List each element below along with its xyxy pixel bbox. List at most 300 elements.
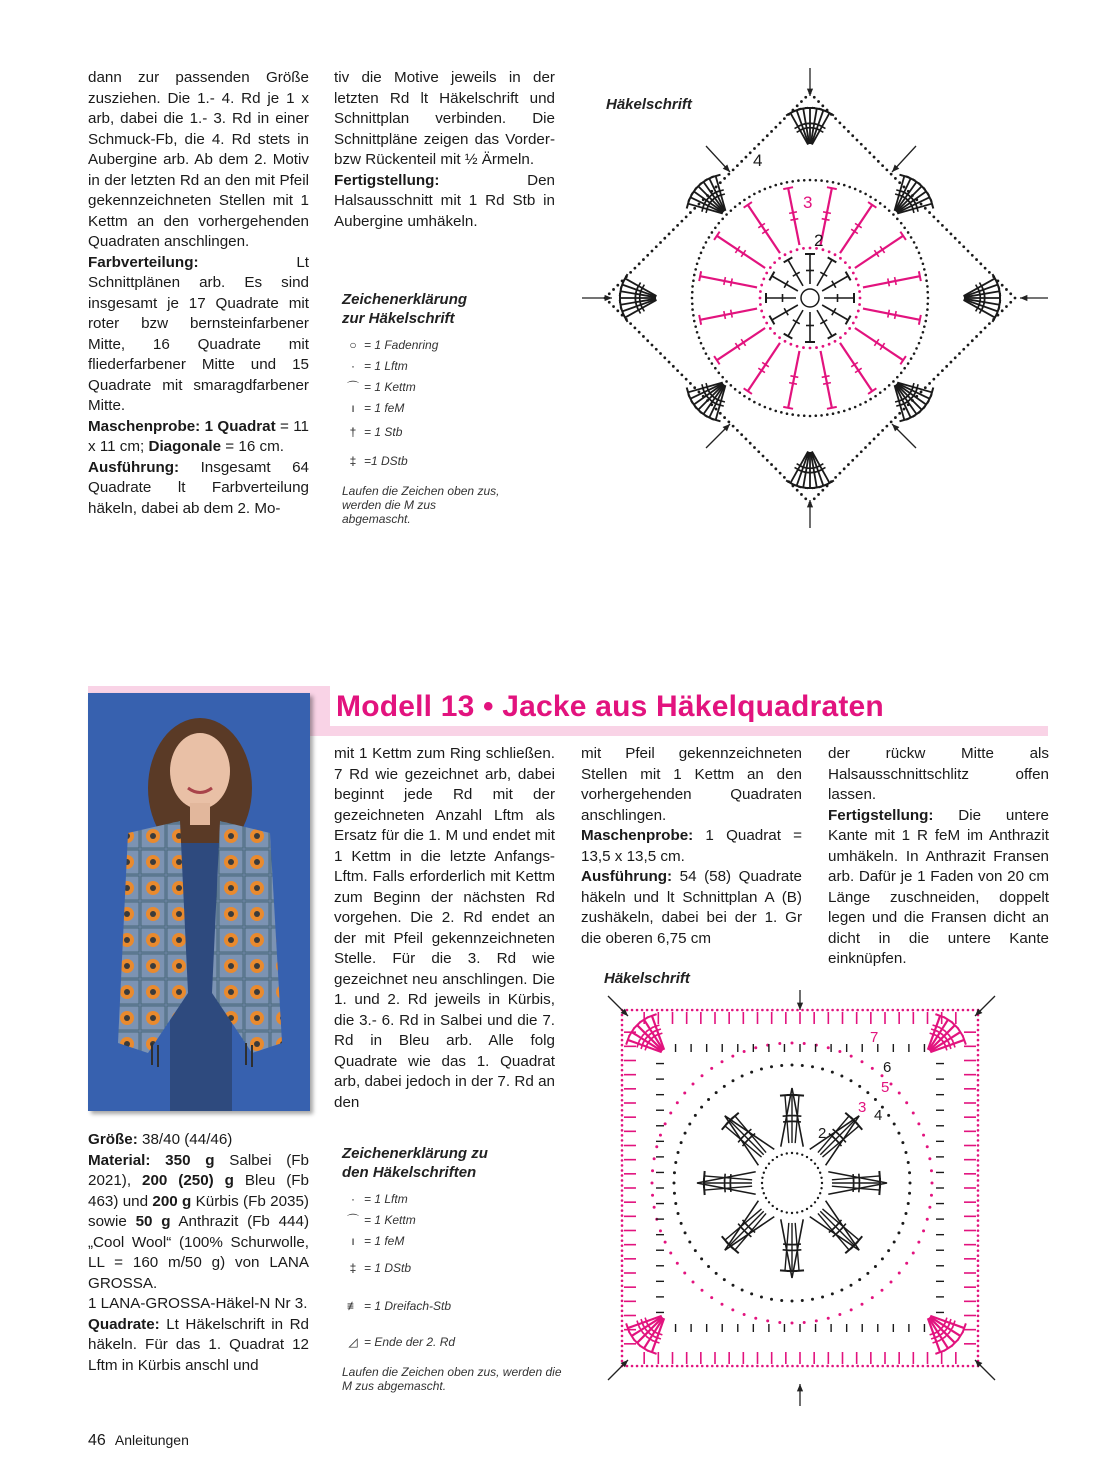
chain-dot	[653, 1206, 656, 1209]
chain-dot	[817, 1167, 819, 1169]
chain-dot	[977, 1350, 980, 1353]
bottom-text-column-4	[828, 744, 1049, 970]
chain-dot	[796, 1152, 798, 1154]
chain-dot	[621, 1340, 624, 1343]
chain-dot	[765, 1197, 767, 1199]
chain-dot	[651, 1009, 654, 1012]
chain-dot	[809, 247, 812, 250]
paragraph-farbverteilung: Farbverteilung: Lt Schnittplänen arb. Es sind insgesamt je 17 Quadrate mit roter bzw bernsteinfarbener Mitte, 16 Quadrate mit fliederfarbener Mitte und 15 Quadrate mit smaragdfarbener Mitte.	[88, 253, 309, 414]
chain-dot	[743, 1050, 746, 1053]
chain-dot	[874, 1265, 877, 1268]
chain-dot	[692, 1280, 695, 1283]
chain-dot	[925, 279, 928, 282]
stitch-bar	[789, 383, 797, 385]
chain-dot	[843, 467, 846, 470]
treble-crochet-symbol-icon: ‡	[349, 454, 357, 468]
chain-dot	[770, 130, 773, 133]
chain-dot	[803, 179, 806, 182]
chain-dot	[891, 1009, 894, 1012]
chain-dot	[888, 209, 891, 212]
chain-dot	[837, 411, 840, 414]
chain-dot	[621, 1330, 624, 1333]
chain-dot	[770, 463, 773, 466]
chain-dot	[655, 1145, 658, 1148]
chain-dot	[834, 253, 837, 256]
chain-dot	[977, 1134, 980, 1137]
chain-dot	[638, 262, 641, 265]
chain-dot	[621, 1179, 624, 1182]
chain-dot	[967, 1365, 970, 1368]
stitch-mark	[820, 1211, 854, 1245]
chain-dot	[659, 1134, 662, 1137]
chain-dot	[909, 1182, 912, 1185]
chain-dot	[621, 1219, 624, 1222]
chain-dot	[817, 100, 820, 103]
chain-dot	[711, 231, 714, 234]
chain-dot	[977, 1279, 980, 1282]
chain-dot	[977, 1024, 980, 1027]
chain-dot	[621, 1164, 624, 1167]
chain-dot	[891, 1365, 894, 1368]
chain-dot	[925, 314, 928, 317]
chain-dot	[927, 1365, 930, 1368]
chain-dot	[868, 151, 871, 154]
chain-dot	[691, 1009, 694, 1012]
stitch-mark	[748, 343, 780, 391]
chain-dot	[844, 332, 847, 335]
chain-dot	[750, 1071, 753, 1074]
chain-dot	[696, 262, 699, 265]
chain-dot	[621, 1034, 624, 1037]
chain-dot	[977, 1149, 980, 1152]
chain-dot	[706, 1365, 709, 1368]
treble-crochet-symbol-icon: ‡	[349, 1261, 357, 1275]
chain-dot	[1009, 301, 1012, 304]
chain-dot	[646, 1365, 649, 1368]
chain-dot	[621, 1089, 624, 1092]
chain-dot	[696, 331, 699, 334]
chain-dot	[930, 1169, 933, 1172]
chain-dot	[945, 365, 948, 368]
chain-dot	[721, 376, 724, 379]
chain-dot	[988, 322, 991, 325]
chain-dot	[819, 1172, 821, 1174]
legend-row: ○ = 1 Fadenring	[342, 334, 502, 355]
chain-dot	[725, 380, 728, 383]
chain-dot	[700, 252, 703, 255]
chain-dot	[977, 1305, 980, 1308]
chain-dot	[765, 272, 768, 275]
chain-dot	[621, 1044, 624, 1047]
chain-dot	[932, 378, 935, 381]
arrow-head	[1020, 295, 1027, 301]
stitch-mark	[788, 188, 799, 245]
chain-dot	[977, 1254, 980, 1257]
chain-dot	[871, 1067, 874, 1070]
chain-dot	[796, 248, 799, 251]
chain-dot	[811, 1009, 814, 1012]
chain-dot	[621, 1350, 624, 1353]
chain-dot	[977, 1209, 980, 1212]
chain-dot	[786, 412, 789, 415]
stitch-top	[769, 316, 774, 325]
stitch-top	[919, 271, 921, 281]
chain-dot	[621, 1084, 624, 1087]
chain-dot	[621, 1214, 624, 1217]
chain-dot	[850, 1284, 853, 1287]
chain-dot	[784, 340, 787, 343]
chain-dot	[977, 1295, 980, 1298]
stitch-bar	[716, 190, 724, 192]
chain-dot	[924, 207, 927, 210]
chain-dot	[762, 316, 765, 319]
chain-dot	[621, 1229, 624, 1232]
chain-dot	[871, 1009, 874, 1012]
chain-dot	[954, 237, 957, 240]
chain-dot	[967, 1009, 970, 1012]
chain-dot	[626, 1365, 629, 1368]
chain-dot	[796, 489, 799, 492]
chain-dot	[864, 401, 867, 404]
chain-dot	[698, 391, 701, 394]
chain-dot	[776, 1156, 778, 1158]
chain-dot	[621, 1029, 624, 1032]
stitch-bar	[725, 1174, 726, 1182]
chain-dot	[922, 331, 925, 334]
stitch-bar	[706, 383, 708, 391]
chain-dot	[1005, 305, 1008, 308]
chain-dot	[804, 497, 807, 500]
chain-dot	[879, 391, 882, 394]
chain-dot	[655, 348, 658, 351]
stitch-bar	[859, 1184, 860, 1192]
chain-dot	[864, 193, 867, 196]
stitch-bar	[702, 384, 704, 392]
round-label: 4	[874, 1107, 883, 1124]
chain-dot	[680, 1141, 683, 1144]
chain-dot	[757, 450, 760, 453]
chain-dot	[977, 1139, 980, 1142]
chain-dot	[672, 228, 675, 231]
chain-dot	[907, 1161, 910, 1164]
paragraph: dann zur passenden Größe zusziehen. Die 1.- 4. Rd je 1 x arb, dabei die 1.- 3. Rd in einer Schmuck-Fb, die 4. Rd stets in Aubergine arb. Ab dem 2. Motiv in der letzten Rd an den mit Pfeil gekennzeichneten Stellen mit 1 Kettm an den vorhergehenden Quadraten anschlingen.	[88, 69, 309, 250]
magic-ring-symbol-icon: ○	[349, 337, 357, 352]
chain-dot	[719, 412, 722, 415]
chain-dot	[801, 1210, 803, 1212]
chain-dot	[751, 1365, 754, 1368]
chain-dot	[901, 1141, 904, 1144]
chain-dot	[977, 1124, 980, 1127]
slip-stitch-symbol-icon: ⌒	[346, 1213, 359, 1227]
chain-dot	[806, 1208, 808, 1210]
stitch-bar	[731, 310, 733, 318]
chain-dot	[848, 186, 851, 189]
stitch-top	[699, 271, 701, 281]
chain-dot	[814, 1201, 816, 1203]
chain-dot	[781, 1009, 784, 1012]
chain-stitch-symbol-icon: ·	[351, 1191, 355, 1206]
chain-dot	[886, 1009, 889, 1012]
chain-dot	[714, 367, 717, 370]
chain-dot	[631, 1365, 634, 1368]
page-footer	[88, 1432, 189, 1450]
chain-dot	[753, 193, 756, 196]
chain-dot	[659, 352, 662, 355]
section-name: Anleitungen	[114, 1432, 189, 1448]
chain-dot	[937, 1365, 940, 1368]
chain-dot	[693, 207, 696, 210]
chain-dot	[621, 1049, 624, 1052]
chain-dot	[641, 1365, 644, 1368]
chain-dot	[832, 181, 835, 184]
stitch-bar	[783, 1244, 791, 1245]
legend-row: ◿ = Ende der 2. Rd	[342, 1327, 562, 1357]
chain-dot	[806, 1156, 808, 1158]
chain-dot	[826, 1009, 829, 1012]
chain-dot	[693, 386, 696, 389]
chain-dot	[861, 1365, 864, 1368]
stitch-top	[780, 1270, 790, 1271]
chain-dot	[848, 266, 851, 269]
chain-dot	[680, 373, 683, 376]
chain-dot	[680, 220, 683, 223]
chain-dot	[889, 1083, 892, 1086]
chain-dot	[710, 1296, 713, 1299]
chain-dot	[621, 1194, 624, 1197]
chain-dot	[900, 372, 903, 375]
legend-row: ⌒ = 1 Kettm	[342, 376, 502, 397]
chain-dot	[977, 1194, 980, 1197]
stitch-top	[784, 334, 793, 339]
chain-dot	[760, 284, 763, 287]
chain-dot	[765, 1167, 767, 1169]
chain-dot	[801, 1365, 804, 1368]
chain-dot	[920, 336, 923, 339]
chain-dot	[646, 339, 649, 342]
chain-dot	[857, 284, 860, 287]
chain-dot	[621, 1169, 624, 1172]
chain-dot	[774, 126, 777, 129]
chain-dot	[898, 1271, 901, 1274]
stitch-bar	[822, 219, 830, 221]
chain-dot	[861, 1303, 864, 1306]
chain-dot	[756, 1009, 759, 1012]
chain-dot	[753, 401, 756, 404]
chain-dot	[680, 1222, 683, 1225]
chain-dot	[866, 1009, 869, 1012]
chain-dot	[702, 246, 705, 249]
chain-dot	[928, 1206, 931, 1209]
chain-dot	[861, 1060, 864, 1063]
chain-dot	[663, 356, 666, 359]
chain-dot	[855, 277, 858, 280]
chain-dot	[778, 336, 781, 339]
chain-dot	[723, 416, 726, 419]
chain-dot	[861, 1009, 864, 1012]
chain-dot	[907, 1009, 910, 1012]
chain-dot	[848, 408, 851, 411]
chain-dot	[763, 1172, 765, 1174]
chain-dot	[922, 1009, 925, 1012]
chain-dot	[856, 1009, 859, 1012]
chain-dot	[621, 1244, 624, 1247]
chain-dot	[838, 1313, 841, 1316]
chain-dot	[636, 1365, 639, 1368]
chain-dot	[801, 1064, 804, 1067]
chain-dot	[791, 1064, 794, 1067]
chain-dot	[762, 455, 765, 458]
legend-row: ⌒ = 1 Kettm	[342, 1209, 562, 1230]
chain-dot	[871, 1296, 874, 1299]
paragraph-fertigstellung: Fertigstellung: Die untere Kante mit 1 R feM im Anthrazit umhäkeln. In Anthrazit Fransen arb. Dafür je 1 Faden von 20 cm Länge zuschneiden, doppelt legen und die Fransen dicht an dicht in die untere Kante einknüpfen.	[828, 806, 1049, 967]
chain-dot	[954, 356, 957, 359]
chain-dot	[789, 250, 792, 253]
arrow-head	[807, 500, 813, 507]
chain-dot	[700, 1257, 703, 1260]
chain-dot	[898, 1092, 901, 1095]
chain-dot	[693, 274, 696, 277]
chain-dot	[698, 336, 701, 339]
chain-dot	[726, 1365, 729, 1368]
chain-dot	[797, 179, 800, 182]
chain-dot	[977, 1345, 980, 1348]
legend-row: ≢ = 1 Dreifach-Stb	[342, 1285, 562, 1327]
chain-dot	[740, 433, 743, 436]
chain-dot	[629, 322, 632, 325]
chain-dot	[668, 233, 671, 236]
single-crochet-symbol-icon: ı	[351, 400, 355, 415]
stitch-mark	[817, 310, 832, 336]
chain-dot	[731, 1365, 734, 1368]
chain-dot	[692, 314, 695, 317]
chain-dot	[674, 1202, 677, 1205]
bottom-diagram-title: Häkelschrift	[604, 970, 690, 987]
chain-dot	[791, 1300, 794, 1303]
chain-dot	[977, 1204, 980, 1207]
chain-dot	[621, 1360, 624, 1363]
chain-dot	[977, 1104, 980, 1107]
chain-dot	[820, 1177, 822, 1179]
chain-dot	[621, 1284, 624, 1287]
chain-dot	[937, 373, 940, 376]
chain-dot	[750, 1292, 753, 1295]
chain-dot	[730, 209, 733, 212]
chain-dot	[977, 1320, 980, 1323]
chain-dot	[869, 398, 872, 401]
chain-dot	[689, 211, 692, 214]
chain-dot	[684, 1231, 687, 1234]
chain-dot	[715, 408, 718, 411]
chain-dot	[846, 1365, 849, 1368]
chain-dot	[638, 331, 641, 334]
stitch-top	[687, 388, 690, 398]
chain-dot	[806, 1365, 809, 1368]
chain-dot	[711, 362, 714, 365]
stitch-top	[794, 1095, 804, 1096]
chain-dot	[922, 262, 925, 265]
chain-dot	[797, 414, 800, 417]
stitch-mark	[855, 328, 903, 360]
chain-dot	[691, 297, 694, 300]
chain-dot	[892, 380, 895, 383]
chain-dot	[800, 493, 803, 496]
chain-dot	[676, 224, 679, 227]
chain-dot	[977, 1259, 980, 1262]
chain-dot	[691, 291, 694, 294]
chain-dot	[736, 164, 739, 167]
chain-dot	[901, 1222, 904, 1225]
stitch-bar	[895, 311, 897, 319]
chain-dot	[910, 236, 913, 239]
chain-dot	[803, 1321, 806, 1324]
chain-dot	[874, 395, 877, 398]
bottom-text-column-mid	[334, 744, 555, 1113]
stitch-bar	[895, 277, 897, 285]
chain-dot	[621, 1064, 624, 1067]
chain-dot	[977, 1184, 980, 1187]
chain-dot	[887, 1114, 890, 1117]
chain-dot	[941, 369, 944, 372]
chain-dot	[977, 1315, 980, 1318]
chain-dot	[962, 1365, 965, 1368]
legend-row: † = 1 Stb	[342, 418, 502, 446]
chain-dot	[988, 271, 991, 274]
chain-dot	[621, 1300, 624, 1303]
model-title: Modell 13 • Jacke aus Häkelquadraten	[336, 690, 884, 723]
chain-dot	[778, 1042, 781, 1045]
chain-dot	[904, 1212, 907, 1215]
chain-dot	[809, 415, 812, 418]
chain-dot	[716, 1365, 719, 1368]
chain-dot	[779, 472, 782, 475]
chain-dot	[972, 1009, 975, 1012]
chain-dot	[621, 1019, 624, 1022]
paragraph-ausfuehrung: Ausführung: 54 (58) Quadrate häkeln und lt Schnittplan A (B) zushäkeln, dabei bei der 1. Gr die oberen 6,75 cm	[581, 868, 802, 947]
chain-dot	[924, 274, 927, 277]
chain-dot	[977, 1029, 980, 1032]
chain-dot	[856, 1365, 859, 1368]
chain-dot	[781, 1154, 783, 1156]
round-label: 4	[753, 151, 763, 170]
chain-dot	[659, 241, 662, 244]
chain-dot	[621, 1129, 624, 1132]
paragraph: der rückw Mitte als Halsausschnittschlitz offen lassen.	[828, 745, 1049, 803]
bottom-text-column-3	[581, 744, 802, 949]
chain-dot	[885, 168, 888, 171]
chain-dot	[698, 203, 701, 206]
chain-dot	[967, 344, 970, 347]
chain-dot	[676, 369, 679, 372]
chain-dot	[831, 1292, 834, 1295]
chain-dot	[621, 1305, 624, 1308]
stitch-mark	[730, 1211, 764, 1245]
chain-dot	[661, 1365, 664, 1368]
chain-dot	[693, 320, 696, 323]
chain-dot	[977, 1189, 980, 1192]
model-photo	[88, 693, 310, 1111]
chain-dot	[774, 467, 777, 470]
chain-dot	[952, 1365, 955, 1368]
chain-dot	[621, 1054, 624, 1057]
chain-dot	[621, 1159, 624, 1162]
chain-dot	[768, 1201, 770, 1203]
chain-dot	[839, 257, 842, 260]
chain-dot	[815, 346, 818, 349]
stitch-bar	[730, 1174, 731, 1182]
chain-dot	[828, 343, 831, 346]
chain-dot	[850, 1055, 853, 1058]
chain-dot	[850, 1079, 853, 1082]
